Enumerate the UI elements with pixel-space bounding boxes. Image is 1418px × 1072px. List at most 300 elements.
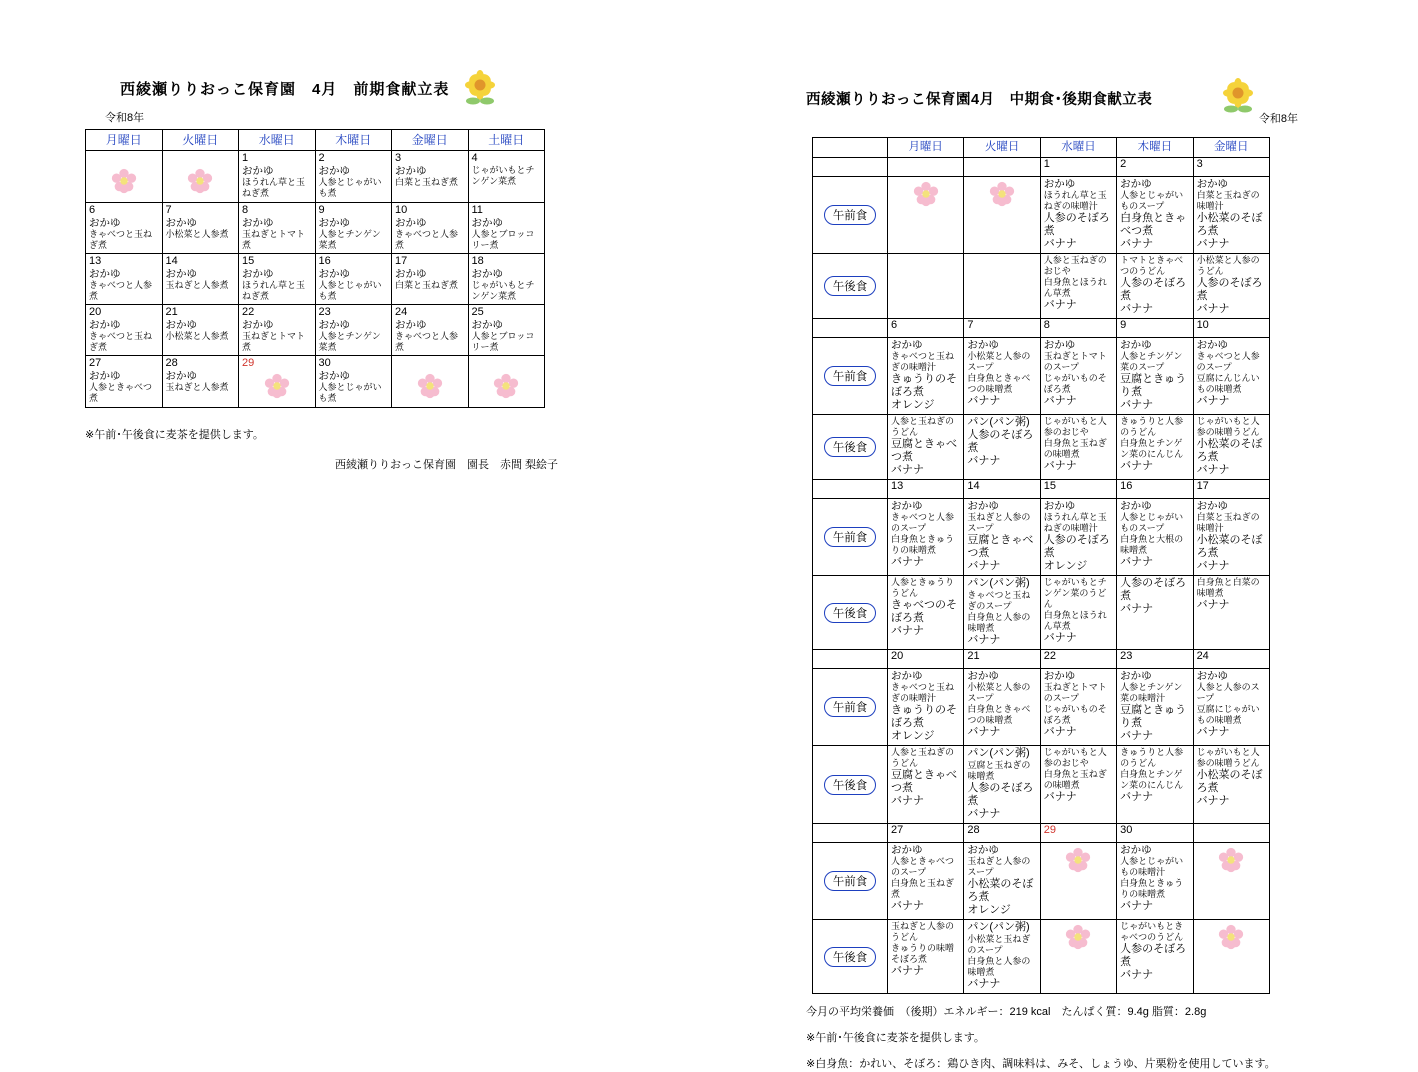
weekday-5: 土曜日 (468, 130, 545, 151)
menu-cell-body (1041, 415, 1116, 475)
menu-item: おかゆ (1120, 670, 1152, 682)
menu-cell[interactable] (1117, 338, 1193, 415)
menu-cell[interactable] (1117, 746, 1193, 824)
menu-item: バナナ (1196, 795, 1230, 807)
menu-item: おかゆ (1043, 670, 1076, 682)
menu-cell[interactable] (1117, 843, 1193, 920)
menu-cell[interactable] (239, 305, 316, 356)
day-number: 1 (1040, 158, 1116, 177)
menu-item: 玉ねぎと人参煮 (165, 280, 229, 290)
table-row (86, 356, 545, 408)
menu-cell-body (964, 338, 1039, 410)
menu-cell[interactable] (468, 254, 545, 305)
menu-item: バナナ (1196, 726, 1230, 738)
day-number: 15 (242, 255, 255, 267)
menu-cell[interactable] (468, 356, 545, 408)
menu-cell[interactable] (86, 305, 163, 356)
menu-cell[interactable] (315, 254, 392, 305)
day-number: 25 (471, 306, 484, 318)
menu-item: じゃがいもと人参のおじや (1043, 416, 1107, 437)
right-footnotes (806, 1004, 1326, 1072)
menu-cell-body (1117, 669, 1192, 745)
row-label-spacer (813, 650, 888, 669)
menu-cell[interactable] (1117, 499, 1193, 576)
menu-cell-body (469, 369, 545, 407)
menu-cell-body (163, 318, 239, 344)
menu-cell[interactable] (315, 356, 392, 408)
menu-item: 白身魚とほうれん草煮 (1043, 277, 1107, 298)
flower-icon (1217, 846, 1245, 874)
menu-item: 人参のそぼろ煮 (967, 782, 1034, 807)
menu-cell[interactable] (315, 305, 392, 356)
menu-item: おかゆ (891, 670, 923, 682)
menu-item: 小松菜と人参煮 (165, 229, 229, 239)
menu-item: バナナ (1043, 791, 1077, 803)
menu-cell[interactable] (1117, 669, 1193, 746)
mid-late-stage-menu-sheet (806, 88, 1326, 1072)
menu-item: バナナ (1196, 395, 1230, 407)
menu-item: きゃべつと玉ねぎの味噌汁 (891, 682, 955, 703)
menu-cell-body (888, 177, 963, 215)
menu-item: バナナ (1120, 238, 1154, 250)
day-number: 13 (89, 255, 102, 267)
menu-item: おかゆ (1120, 339, 1152, 351)
day-number (86, 151, 162, 164)
menu-item: バナナ (1043, 632, 1077, 644)
menu-item: 白菜と玉ねぎの味噌汁 (1196, 190, 1260, 211)
footnote-2: ※白身魚：かれい、そぼろ：鶏ひき肉、調味料は、みそ、しょうゆ、片栗粉を使用しています。 (806, 1058, 1276, 1070)
menu-item: バナナ (1196, 599, 1230, 611)
menu-item: バナナ (967, 560, 1001, 572)
menu-cell[interactable] (888, 415, 964, 480)
day-number: 21 (165, 306, 178, 318)
menu-cell[interactable] (1117, 920, 1193, 994)
left-note: ※午前･午後食に麦茶を提供します。 (85, 429, 264, 441)
menu-cell[interactable] (1040, 415, 1116, 480)
menu-cell[interactable] (1040, 177, 1116, 254)
menu-item: じゃがいもとチンゲン菜のうどん (1043, 577, 1107, 609)
menu-cell[interactable] (239, 151, 316, 203)
menu-cell-body (1041, 843, 1116, 881)
menu-item: 小松菜のそぼろ煮 (1196, 534, 1263, 559)
menu-cell[interactable] (1040, 920, 1116, 994)
menu-cell-body (964, 843, 1039, 919)
menu-item: おかゆ (1043, 339, 1076, 351)
day-number: 8 (242, 204, 249, 216)
menu-item: きゅうりのそぼろ煮 (891, 704, 957, 729)
menu-item: じゃがいものそぼろ煮 (1043, 373, 1107, 394)
menu-cell[interactable] (964, 177, 1040, 254)
menu-cell[interactable] (392, 356, 469, 408)
menu-cell-body (1194, 415, 1269, 479)
menu-cell[interactable] (162, 305, 239, 356)
menu-cell[interactable] (1117, 177, 1193, 254)
menu-cell[interactable] (86, 203, 163, 254)
day-number: 15 (1040, 480, 1116, 499)
menu-cell[interactable] (888, 669, 964, 746)
menu-item: オレンジ (891, 399, 935, 411)
menu-item: 白身魚と玉ねぎの味噌煮 (1043, 769, 1107, 790)
menu-cell-body (86, 216, 162, 253)
flower-icon (416, 372, 444, 400)
day-number: 20 (89, 306, 102, 318)
menu-item: 人参とじゃがいも煮 (318, 177, 382, 198)
menu-item: バナナ (1043, 460, 1077, 472)
menu-item: バナナ (1120, 460, 1154, 472)
menu-item: おかゆ (318, 319, 350, 331)
table-row (86, 305, 545, 356)
menu-cell[interactable] (888, 843, 964, 920)
menu-cell[interactable] (468, 151, 545, 203)
menu-cell[interactable] (1193, 920, 1269, 994)
day-number: 3 (395, 152, 402, 164)
day-number: 24 (395, 306, 408, 318)
menu-cell[interactable] (392, 203, 469, 254)
menu-item: 小松菜と人参のスープ (967, 682, 1031, 703)
menu-item: きゃべつと人参煮 (395, 331, 459, 352)
menu-item: バナナ (891, 795, 924, 807)
menu-cell-body (1041, 920, 1116, 958)
menu-item: おかゆ (891, 339, 923, 351)
menu-item: 小松菜のそぼろ煮 (967, 878, 1034, 903)
menu-cell[interactable] (888, 254, 964, 319)
day-number-row (813, 824, 1270, 843)
menu-item: きゃべつと玉ねぎのスープ (967, 590, 1031, 611)
menu-item: おかゆ (89, 268, 121, 280)
menu-cell[interactable] (1040, 254, 1116, 319)
menu-item: きゃべつと玉ねぎ煮 (89, 331, 153, 352)
day-number: 9 (1117, 319, 1193, 338)
menu-item: じゃがいもと人参の味噌うどん (1196, 416, 1260, 437)
menu-item: きゅうりのそぼろ煮 (891, 373, 957, 398)
menu-cell[interactable] (1117, 576, 1193, 650)
weekday-header-row (86, 130, 545, 151)
day-number: 1 (242, 152, 249, 164)
menu-item: おかゆ (165, 268, 197, 280)
menu-cell[interactable] (964, 254, 1040, 319)
weekday-right-1: 火曜日 (964, 138, 1040, 158)
menu-cell[interactable] (86, 151, 163, 203)
menu-item: おかゆ (1196, 178, 1229, 190)
menu-cell[interactable] (1193, 177, 1269, 254)
menu-cell[interactable] (1117, 415, 1193, 480)
menu-cell-body (1041, 177, 1116, 253)
menu-cell-body (86, 164, 162, 202)
menu-item: 玉ねぎと人参のスープ (967, 512, 1031, 533)
menu-item: おかゆ (471, 319, 503, 331)
day-number: 22 (242, 306, 255, 318)
menu-cell[interactable] (888, 177, 964, 254)
menu-item: 豆腐ときゃべつ煮 (891, 769, 957, 794)
menu-item: おかゆ (891, 500, 923, 512)
menu-item: バナナ (1120, 556, 1154, 568)
flower-icon (492, 372, 520, 400)
menu-cell-body (392, 318, 468, 355)
menu-item: 玉ねぎとトマトのスープ (1043, 682, 1107, 703)
menu-item: おかゆ (967, 670, 999, 682)
menu-cell-body (964, 499, 1039, 575)
menu-item: おかゆ (318, 370, 350, 382)
menu-cell[interactable] (964, 576, 1040, 650)
menu-item: おかゆ (318, 217, 350, 229)
menu-item: バナナ (1043, 238, 1077, 250)
afternoon-meal-label: 午後食 (813, 415, 888, 480)
menu-cell[interactable] (392, 305, 469, 356)
menu-cell[interactable] (964, 669, 1040, 746)
menu-item: ほうれん草と玉ねぎの味噌汁 (1043, 190, 1107, 211)
menu-cell[interactable] (468, 305, 545, 356)
menu-item: おかゆ (1043, 500, 1076, 512)
menu-cell-body (86, 318, 162, 355)
menu-cell[interactable] (1117, 254, 1193, 319)
menu-item: おかゆ (89, 319, 121, 331)
menu-item: バナナ (1120, 969, 1154, 981)
menu-cell[interactable] (1040, 746, 1116, 824)
row-label-spacer (813, 158, 888, 177)
weekday-header-row-right (813, 138, 1270, 158)
menu-item: バナナ (1043, 726, 1077, 738)
menu-item: おかゆ (1043, 178, 1076, 190)
menu-cell[interactable] (1193, 499, 1269, 576)
day-number: 7 (964, 319, 1040, 338)
left-era-year: 令和8年 (105, 112, 145, 124)
menu-cell-body (888, 576, 963, 640)
menu-cell[interactable] (1040, 843, 1116, 920)
menu-item: パン(パン粥) (967, 747, 1030, 759)
menu-cell[interactable] (315, 151, 392, 203)
menu-cell[interactable] (162, 254, 239, 305)
menu-cell[interactable] (964, 415, 1040, 480)
afternoon-meal-row (813, 415, 1270, 480)
menu-cell[interactable] (1040, 669, 1116, 746)
table-row (86, 254, 545, 305)
menu-cell[interactable] (888, 338, 964, 415)
mid-late-menu-table (812, 137, 1270, 994)
menu-item: バナナ (967, 726, 1001, 738)
day-number: 27 (888, 824, 964, 843)
morning-meal-label: 午前食 (813, 843, 888, 920)
menu-cell[interactable] (162, 356, 239, 408)
weekday-right-3: 木曜日 (1117, 138, 1193, 158)
menu-item: 人参のそぼろ煮 (1043, 212, 1110, 237)
menu-cell[interactable] (1193, 669, 1269, 746)
menu-cell[interactable] (1040, 576, 1116, 650)
day-number: 23 (1117, 650, 1193, 669)
day-number: 30 (1117, 824, 1193, 843)
menu-cell-body (392, 369, 468, 407)
menu-item: おかゆ (395, 268, 427, 280)
menu-cell[interactable] (239, 203, 316, 254)
day-number: 20 (888, 650, 964, 669)
menu-cell[interactable] (964, 499, 1040, 576)
menu-cell[interactable] (392, 151, 469, 203)
menu-item: バナナ (891, 556, 924, 568)
menu-item: バナナ (1196, 464, 1230, 476)
menu-cell-body (163, 369, 239, 395)
menu-item: 小松菜のそぼろ煮 (1196, 212, 1263, 237)
menu-item: 白身魚と白菜の味噌煮 (1196, 577, 1260, 598)
menu-item: ほうれん草と玉ねぎ煮 (242, 280, 306, 301)
menu-item: おかゆ (1120, 500, 1152, 512)
day-number: 14 (964, 480, 1040, 499)
menu-cell-body (964, 254, 1039, 257)
row-label-spacer (813, 824, 888, 843)
menu-item: バナナ (891, 965, 924, 977)
menu-cell[interactable] (964, 920, 1040, 994)
day-number: 17 (1193, 480, 1269, 499)
morning-meal-row (813, 843, 1270, 920)
menu-cell-body (1194, 338, 1269, 410)
left-sheet-title: 西綾瀬りりおっこ保育園 4月 前期食献立表 (120, 81, 450, 98)
menu-item: パン(パン粥) (967, 416, 1030, 428)
menu-item: おかゆ (165, 319, 197, 331)
early-stage-menu-sheet (80, 78, 640, 472)
menu-cell-body (1194, 576, 1269, 614)
menu-item: 小松菜と人参煮 (165, 331, 229, 341)
menu-cell-body (888, 920, 963, 980)
weekday-1: 火曜日 (162, 130, 239, 151)
menu-item: オレンジ (1043, 560, 1088, 572)
day-number: 29 (1040, 824, 1116, 843)
menu-item: バナナ (1120, 900, 1154, 912)
weekday-4: 金曜日 (392, 130, 469, 151)
menu-item: じゃがいもとチンゲン菜煮 (471, 165, 535, 186)
menu-cell[interactable] (888, 576, 964, 650)
day-number: 8 (1040, 319, 1116, 338)
menu-cell[interactable] (888, 746, 964, 824)
menu-item: 人参とチンゲン菜のスープ (1120, 351, 1183, 372)
menu-item: おかゆ (471, 217, 503, 229)
day-number: 10 (395, 204, 408, 216)
menu-item: バナナ (1043, 395, 1077, 407)
menu-cell-body (392, 267, 468, 293)
menu-item: 豆腐ときゅうり煮 (1120, 704, 1187, 729)
menu-cell[interactable] (162, 203, 239, 254)
menu-cell[interactable] (86, 356, 163, 408)
menu-cell-body (1194, 499, 1269, 575)
menu-item: おかゆ (395, 217, 427, 229)
menu-item: バナナ (967, 395, 1001, 407)
menu-item: 人参と玉ねぎのうどん (891, 416, 955, 437)
menu-item: バナナ (1120, 730, 1154, 742)
menu-item: バナナ (1120, 603, 1154, 615)
menu-item: バナナ (1043, 299, 1077, 311)
menu-item: 豆腐にじゃがいもの味噌煮 (1196, 704, 1260, 725)
menu-item: きゃべつと玉ねぎ煮 (89, 229, 153, 250)
menu-cell[interactable] (888, 499, 964, 576)
menu-cell[interactable] (315, 203, 392, 254)
day-number: 17 (395, 255, 408, 267)
flower-icon (1217, 923, 1245, 951)
day-number: 3 (1193, 158, 1269, 177)
menu-cell-body (1041, 576, 1116, 647)
menu-cell-body (469, 216, 545, 253)
menu-cell[interactable] (392, 254, 469, 305)
menu-item: 人参とチンゲン菜煮 (318, 229, 381, 250)
menu-cell-body (1117, 920, 1192, 984)
day-number (163, 151, 239, 164)
flower-icon (186, 167, 214, 195)
menu-item: 白身魚ときゃべつの味噌煮 (967, 704, 1031, 725)
day-number (392, 356, 468, 369)
menu-item: おかゆ (242, 165, 274, 177)
menu-item: おかゆ (242, 217, 274, 229)
weekday-right-4: 金曜日 (1193, 138, 1269, 158)
afternoon-meal-row (813, 576, 1270, 650)
menu-cell[interactable] (162, 151, 239, 203)
menu-cell[interactable] (1193, 576, 1269, 650)
menu-item: 小松菜と玉ねぎのスープ (967, 934, 1031, 955)
day-number: 10 (1193, 319, 1269, 338)
menu-cell-body (1117, 338, 1192, 414)
day-number: 14 (165, 255, 178, 267)
day-number: 6 (89, 204, 96, 216)
menu-cell-body (469, 164, 545, 189)
menu-item: 白身魚と人参の味噌煮 (967, 956, 1031, 977)
menu-cell-body (1194, 920, 1269, 958)
menu-cell[interactable] (1193, 843, 1269, 920)
afternoon-meal-label: 午後食 (813, 576, 888, 650)
day-number-row (813, 650, 1270, 669)
menu-item: 玉ねぎとトマト煮 (242, 331, 306, 352)
menu-cell-body (316, 216, 392, 253)
menu-cell[interactable] (964, 338, 1040, 415)
menu-cell[interactable] (1040, 338, 1116, 415)
menu-item: 人参とじゃがいも煮 (318, 280, 382, 301)
menu-cell[interactable] (468, 203, 545, 254)
menu-item: 白身魚と玉ねぎの味噌煮 (1043, 438, 1107, 459)
day-number: 23 (318, 306, 331, 318)
menu-cell[interactable] (1193, 338, 1269, 415)
menu-item: 白菜と玉ねぎ煮 (395, 177, 459, 187)
menu-cell[interactable] (239, 254, 316, 305)
menu-cell[interactable] (239, 356, 316, 408)
menu-item: きゅうりの味噌そぼろ煮 (891, 943, 955, 964)
menu-cell[interactable] (964, 843, 1040, 920)
menu-item: おかゆ (1196, 670, 1229, 682)
menu-cell[interactable] (86, 254, 163, 305)
menu-cell[interactable] (964, 746, 1040, 824)
day-number (888, 158, 964, 177)
menu-cell[interactable] (1193, 746, 1269, 824)
menu-cell-body (392, 164, 468, 190)
menu-cell-body (469, 267, 545, 304)
menu-cell[interactable] (1193, 254, 1269, 319)
right-era-year: 令和8年 (1258, 113, 1298, 125)
day-number: 16 (318, 255, 331, 267)
menu-cell-body (1194, 254, 1269, 318)
menu-cell-body (888, 338, 963, 414)
menu-cell[interactable] (1193, 415, 1269, 480)
menu-cell-body (1117, 415, 1192, 475)
menu-item: バナナ (891, 464, 924, 476)
menu-item: バナナ (1120, 399, 1154, 411)
menu-cell-body (964, 415, 1039, 470)
menu-item: バナナ (967, 455, 1001, 467)
menu-item: 人参とじゃがいものスープ (1120, 512, 1184, 533)
menu-item: おかゆ (1120, 844, 1152, 856)
menu-cell-body (888, 669, 963, 745)
day-number (1193, 824, 1269, 843)
day-number: 28 (165, 357, 178, 369)
menu-item: 人参と人参のスープ (1196, 682, 1260, 703)
menu-cell[interactable] (1040, 499, 1116, 576)
menu-cell[interactable] (888, 920, 964, 994)
menu-item: おかゆ (967, 500, 999, 512)
menu-cell-body (1117, 254, 1192, 318)
morning-meal-row (813, 177, 1270, 254)
menu-cell-body (239, 369, 315, 407)
